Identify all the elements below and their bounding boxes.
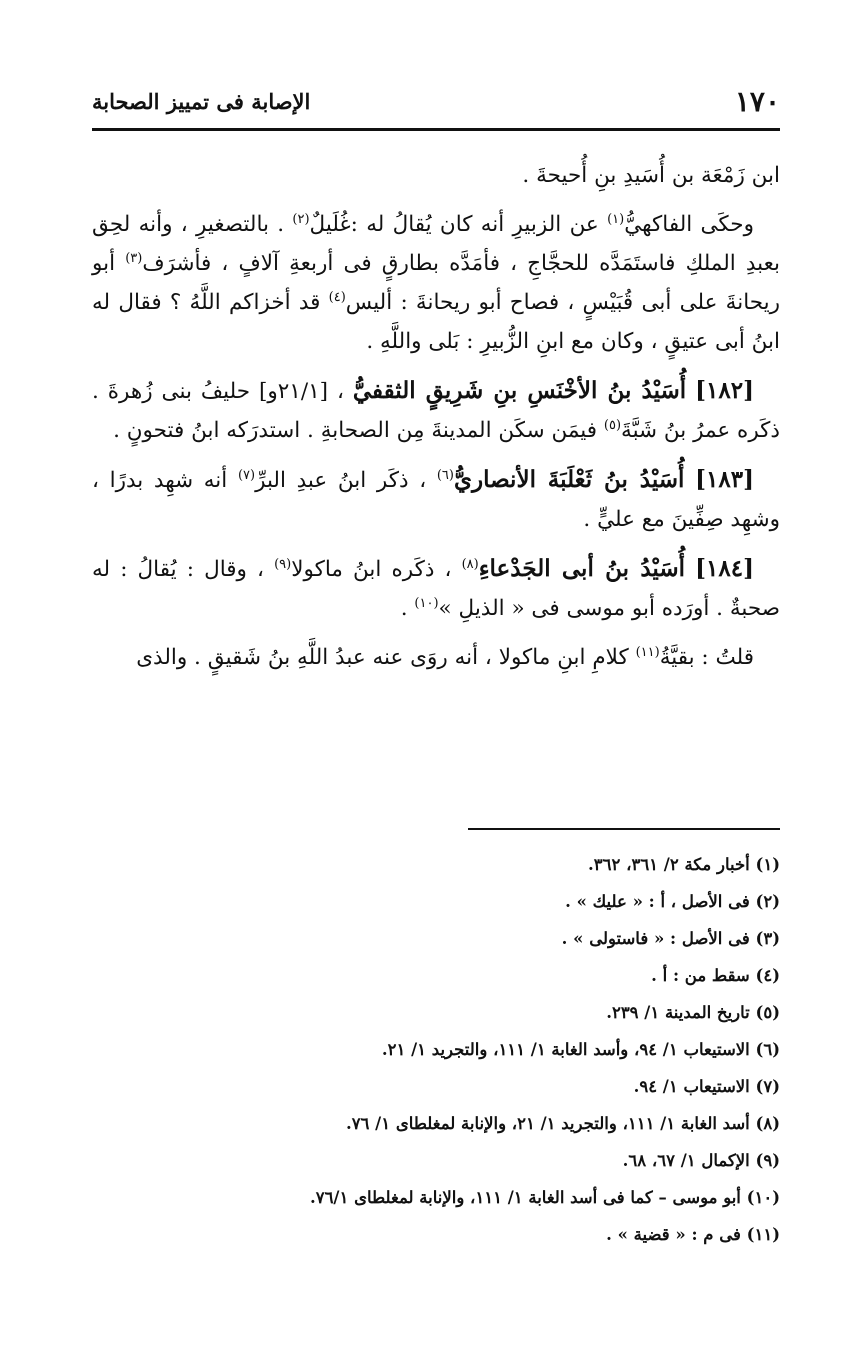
paragraph-text: أنه شهِد بدرًا ، وشهِد صِفِّينَ مع عليٍّ . [92,468,780,532]
footnote-2: (٢) فى الأصل ، أ : « عليك » . [565,892,780,911]
entry-182 [92,371,780,450]
page-header [92,84,780,118]
footnote-4: (٤) سقط من : أ . [651,966,780,985]
footnote-ref[interactable]: (١) [607,211,625,227]
footnote-ref[interactable]: (٢) [292,211,310,227]
footnote-6: (٦) الاستيعاب ١/ ٩٤، وأسد الغابة ١/ ١١١، والتجريد ١/ ٢١. [381,1040,780,1059]
entry-number: [١٨٢] [695,377,754,404]
paragraph-text: ، وقال : يُقالُ : له صحبةٌ . أورَده أبو موسى فى « الذيلِ » [92,557,780,621]
paragraph-text: ، ذكَره ابنُ ماكولا [291,557,462,582]
footnote-5: (٥) تاريخ المدينة ١/ ٢٣٩. [606,1003,780,1022]
running-title: الإصابة فى تمييز الصحابة [92,88,311,114]
footnote-rule [468,828,780,830]
footnote-ref[interactable]: (١٠) [414,595,439,611]
paragraph-text: فيمَن سكَن المدينةَ مِن الصحابةِ . استدرَكه ابنُ فتحونٍ . [113,418,604,443]
footnote-ref[interactable]: (٤) [328,289,346,305]
paragraph-text: . بالتصغيرِ ، وأنه لحِق بعبدِ الملكِ فاستَمَدَّه للحجَّاجِ ، فأمَدَّه بطارقٍ فى أربعةِ آلافٍ ، فأشرَف [92,212,781,276]
paragraph-text: قد أخزاكم اللَّهُ ؟ فقال له ابنُ أبى عتيقٍ ، وكان مع ابنِ الزُّبيرِ : بَلى واللَّهِ . [92,290,780,354]
entry-name: أُسَيْدُ بنُ ثَعْلَبَةَ الأنصاريُّ [453,466,685,493]
paragraph-text: أبو ريحانةَ على أبى قُبَيْسٍ ، فصاح أبو ريحانةَ : أليس [92,251,780,315]
paragraph-text: كلامِ ابنِ ماكولا ، أنه روَى عنه عبدُ اللَّهِ بنُ شَقيقٍ . والذى [136,645,636,670]
paragraph-text: ، ذكَر ابنُ عبدِ البرِّ [255,468,437,493]
footnote-8: (٨) أسد الغابة ١/ ١١١، والتجريد ١/ ٢١، والإنابة لمغلطاى ١/ ٧٦. [345,1114,780,1133]
paragraph-text: عن الزبيرِ أنه كان يُقالُ له :غُلَيلٌ [309,212,608,237]
entry-number: [١٨٣] [695,466,754,493]
entry-183 [92,460,780,539]
footnote-ref[interactable]: (٥) [603,417,622,433]
entry-name: أُسَيْدُ بنُ أبى الجَدْعاءِ [478,555,686,582]
page-number: ١٧٠ [734,84,780,118]
footnote-3: (٣) فى الأصل : « فاستولى » . [561,929,780,948]
footnote-9: (٩) الإكمال ١/ ٦٧، ٦٨. [622,1151,780,1170]
footnote-ref[interactable]: (٩) [274,556,292,572]
footnote-ref[interactable]: (٨) [461,556,479,572]
paragraph-text: قلتُ : بقيَّةُ [659,645,754,670]
header-rule [92,128,780,131]
footnotes-section [92,846,780,1253]
footnote-ref[interactable]: (٣) [125,250,143,266]
paragraph-text: ابن زَمْعَة بن أُسَيدِ بنِ أُحيحةَ . [522,163,780,188]
entry-number: [١٨٤] [695,555,754,582]
footnote-7: (٧) الاستيعاب ١/ ٩٤. [633,1077,780,1096]
main-text [92,156,780,687]
paragraph-text: . [400,596,415,621]
footnote-ref[interactable]: (١١) [635,644,660,660]
footnote-11: (١١) فى م : « قضية » . [606,1225,780,1244]
footnote-ref[interactable]: (٧) [237,467,256,483]
entry-184 [92,549,780,628]
footnote-ref[interactable]: (٦) [436,467,454,483]
paragraph-continuation [92,156,780,195]
paragraph-text: وحكَى الفاكهيُّ [624,212,754,237]
paragraph-fakihi [92,205,780,361]
entry-name: أُسَيْدُ بنُ الأخْنَسِ بنِ شَرِيقٍ الثقفيُّ [352,377,687,404]
footnote-1: (١) أخبار مكة ٢/ ٣٦١، ٣٦٢. [588,855,780,874]
paragraph-text: ، [٢١/١و] حليفُ بنى زُهرةَ . ذكَره عمرُ بنُ شَبَّةَ [92,379,780,443]
paragraph-commentary [92,638,780,677]
footnote-10: (١٠) أبو موسى – كما فى أسد الغابة ١/ ١١١، والإنابة لمغلطاى ٧٦/١. [309,1188,780,1207]
